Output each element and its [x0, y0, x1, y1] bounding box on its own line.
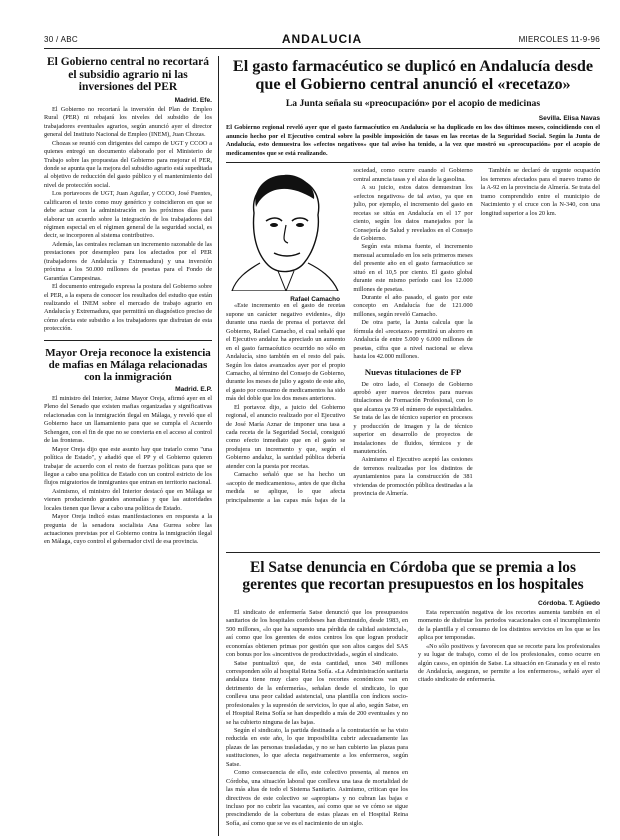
divider — [44, 340, 212, 341]
article-satse-byline: Córdoba. T. Agüedo — [537, 599, 600, 607]
article-oreja-paragraph: El ministro del Interior, Jaime Mayor Oreja, afirmó ayer en el Pleno del Senado que existen mafias organizadas y significativas relacionadas con la inmigración ilegal en Málaga, y reveló que el Gobierno hace un llamamiento para que se cumpla el Acuerdo Schengen, con el fin de que no se convierta en el acceso al control de las fronteras. — [44, 395, 212, 445]
article-oreja-byline: Madrid. E.P. — [175, 386, 212, 394]
article-per-paragraph: Chozas se reunió con dirigentes del campo de UGT y CCOO a quienes entregó un documento elaborado por el Ministerio de Trabajo sobre las propuestas del Gobierno para mejorar el PER, donde se apunta que la mejora del subsidio agrario está supeditada al objetivo de reducción del gasto público y el mantenimiento del nivel de protección social. — [44, 139, 212, 189]
article-per-paragraph: El documento entregado expresa la postura del Gobierno sobre el PER, a la espera de conocer los resultados del estudio que están realizando el INEM sobre el mercado de trabajo agrario en Andalucía y Extremadura, que permitirá un diagnóstico preciso de cómo afecta este subsidio a los trabajadores que disfrutan de esta protección. — [44, 283, 212, 333]
article-satse-paragraph: Como consecuencia de ello, este colectivo presenta, al menos en Córdoba, una situación laboral que conlleva una tasa de mortalidad de las más altas de todo el Sistema Sanitario. Asimismo, critican que los directivos de este colectivo se «apropian» y no cubran las bajas e incluso por no cubrir las vacantes, así como que se ve cómo se sigue prescindiendo de la cobertura de estas plazas en el Hospital Reina Sofía, así como que se ve es el nacimiento de un siglo. — [226, 769, 408, 827]
column-rule — [218, 56, 219, 836]
main-paragraph: «Este incremento en el gasto de recetas supone un carácter negativo evidente», dijo durante una rueda de prensa el portavoz del Gobierno, Rafael Camacho, el cual señaló que el Ejecutivo andaluz ha apreciado un aumento en el gasto farmacéutico ocurrido no sólo en Andalucía, sino también en el resto del país. Según los datos avanzados ayer por el propio Camacho, al término del Consejo de Gobierno, durante los meses de julio y agosto de este año, el gasto por consumo de medicamentos ha sido más del doble que los dos meses anteriores. — [226, 302, 346, 403]
article-satse-body — [226, 609, 600, 829]
main-paragraph: De otro lado, el Consejo de Gobierno aprobó ayer nuevos decretos para nuevas titulaciones de Formación Profesional, con lo que alcanza ya 59 el número de especialidades. Se trata de las de técnico superior en procesos y producción de imagen y la de técnico superior en desarrollo de proyectos de instalaciones de fluidos, térmicos y de manutención. — [353, 380, 473, 456]
article-satse-paragraph: «No sólo positivos y favorecen que se recorte para los profesionales y su lugar de trabajo, como el de los profesionales, como ocurre en algún caso», en opinión de Satse. La situación en Granada y en el resto de Andalucía, aseguran, se permite a los enfermeros», señaló ayer el citado sindicato de enfermería. — [418, 642, 600, 684]
article-oreja-paragraph: Asimismo, el ministro del Interior destacó que en Málaga se vienen produciendo grandes anomalías y que las autoridades locales tienen que llevar a cabo una política de Estado. — [44, 487, 212, 512]
main-paragraph: Camacho señaló que se ha hecho un «acopio de medicamentos», antes de que dicha medida se aplique, lo que afecta principalmente a las capas más bajas de la sociedad, como ocurre cuando el Gobierno central anuncia tasas y el alza de la gasolina. — [226, 167, 473, 504]
article-satse — [226, 560, 600, 836]
main-paragraph: Durante el año pasado, el gasto por este concepto en Andalucía fue de 121.000 millones, según reveló Camacho. — [353, 294, 473, 318]
photo-caption: Rafael Camacho — [290, 296, 340, 304]
section-title: ANDALUCIA — [281, 32, 363, 46]
main-lead: El Gobierno regional reveló ayer que el gasto farmacéutico en Andalucía se ha duplicado en los dos últimos meses, coincidiendo con el anuncio hecho por el Ejecutivo central sobre la posible imposición de tasas en las recetas de la Seguridad Social. Según la Junta de Andalucía, esto demuestra los «efectos negativos» que tal aviso ha tenido, a la vez que mostró su «preocupación» por el acopio de medicamentos que se está realizando. — [226, 124, 600, 157]
left-column — [44, 56, 212, 836]
article-satse-paragraph: El sindicato de enfermería Satse denunció que los presupuestos sanitarios de los hospitales cordobeses han disminuido, desde 1983, en 500 millones, «lo que ha supuesto una pérdida de calidad asistencial», así como que los gerentes de estos centros los que logran producir economías obtienen primas por gestión que son altos cargos del SAS con bonus por los «incentivos de productividad», según el sindicato. — [226, 608, 408, 659]
main-paragraph: También se declaró de urgente ocupación los terrenos afectados para el nuevo tramo de la A-92 en la provincia de Almería. Se trata del tramo comprendido entre el municipio de Nacimiento y el cruce con la N-340, con una longitud superior a los 20 km. — [480, 167, 600, 217]
main-paragraph: El portavoz dijo, a juicio del Gobierno regional, el anuncio realizado por el Ejecutivo de José María Aznar de imponer una tasa a cada receta de la Seguridad Social, consiguió como efecto inmediato que en el gasto se produjera un incremento y que, según el Gobierno andaluz, la sanidad pública debería atender con la puesta por recetas. — [226, 403, 346, 470]
portrait-sketch-icon — [226, 167, 344, 291]
article-per-paragraph: Además, las centrales reclaman un incremento razonable de las prestaciones por desempleo para los afectados por el PER (trabajadores de Andalucía y Extremadura) y una inversión próxima a los 50.000 millones de pesetas para el Fondo de Garantías Campesinas. — [44, 240, 212, 282]
main-body — [226, 167, 600, 509]
main-paragraph: Según esta misma fuente, el incremento mensual acumulado en los seis primeros meses del presente año en el gasto farmacéutico se situó en el 10,5 por ciento. El gasto global durante este mismo período casi los 12.000 millones de pesetas. — [353, 243, 473, 293]
main-byline: Sevilla. Elisa Navas — [538, 115, 600, 123]
divider — [226, 162, 600, 163]
main-paragraph: A su juicio, estos datos demuestran los «efectos negativos» de tal aviso, ya que en julio, por ejemplo, el incremento del gasto en recetas se sitúa en Andalucía en el 17 por ciento, según los datos manejados por la Consejería de Salud y revelados en el Consejo de Gobierno. — [353, 184, 473, 242]
page-header — [44, 32, 600, 49]
main-title: El gasto farmacéutico se duplicó en Andalucía desde que el Gobierno central anunció el «recetazo» — [232, 57, 594, 93]
page-number: 30 / ABC — [44, 35, 78, 44]
article-oreja-title: Mayor Oreja reconoce la existencia de mafias en Málaga relacionadas con la inmigración — [45, 346, 211, 383]
article-oreja — [44, 347, 212, 547]
main-paragraph: De otra parte, la Junta calcula que la fórmula del «recetazo» permitirá un ahorro en Andalucía de entre 5.000 y 6.000 millones de pesetas, cifra que a nivel nacional se eleva hasta los 42.000 millones. — [353, 319, 473, 361]
article-per — [44, 56, 212, 334]
main-subtitle: La Junta señala su «preocupación» por el acopio de medicinas — [285, 97, 541, 109]
main-paragraph: Asimismo el Ejecutivo aceptó las cesiones de terrenos realizadas por los distintos de ayuntamientos para la construcción de 381 viviendas de promoción pública destinadas a la provincia de Almería. — [353, 456, 473, 498]
article-satse-paragraph: Esta repercusión negativa de los recortes aumenta también en el momento de disfrutar los periodos vacacionales con el incumplimiento de la plantilla y el consumo de los distintos servicios en los que se les aplica por temporadas. — [418, 608, 600, 642]
article-per-title: El Gobierno central no recortará el subsidio agrario ni las inversiones del PER — [46, 56, 210, 94]
main-article — [226, 56, 600, 546]
article-per-paragraph: El Gobierno no recortará la inversión del Plan de Empleo Rural (PER) ni rebajará los niveles del subsidio de los trabajadores eventuales agrarios, según anunció ayer el director general del Instituto Nacional de Empleo (INEM), Juan Chozas. — [44, 105, 212, 139]
article-oreja-paragraph: Mayor Oreja dijo que este asunto hay que tratarlo como "una política de Estado", y añadió que el PP y el Gobierno quieren trabajar de acuerdo con el resto de fuerzas políticas para que se llegue a cabo una política de Estado con un control estricto de los flujos migratorios de inmigrantes que entran en territorio nacional. — [44, 445, 212, 487]
article-oreja-paragraph: Mayor Oreja indicó estas manifestaciones en respuesta a la pregunta de la senadora socialista Ana Gurrea sobre las actuaciones previstas por el Gobierno contra la inmigración ilegal en Málaga, cuyo control el gobernador civil de esa provincia. — [44, 513, 212, 546]
article-satse-paragraph: Según el sindicato, la partida destinada a la contratación se ha visto reducida en este año, lo que imposibilita cubrir adecuadamente las plazas de las personas trasladadas, y no se han cubierto las plazas para sustituciones, lo que afecta negativamente a los enfermeros, según Satse. — [226, 727, 408, 768]
main-subhead: Nuevas titulaciones de FP — [364, 366, 462, 377]
portrait-illustration — [226, 167, 344, 304]
page-date: MIERCOLES 11-9-96 — [518, 35, 600, 44]
article-satse-title: El Satse denuncia en Córdoba que se premia a los gerentes que recortan presupuestos en los hospitales — [242, 560, 584, 593]
article-per-byline: Madrid. Efe. — [174, 96, 212, 104]
section-rule — [226, 552, 600, 553]
article-satse-paragraph: Satse puntualizó que, de esta cantidad, unos 340 millones corresponden sólo al hospital Reina Sofía. «La Administración sanitaria andaluza tiene muy claro que los recortes económicos van en detrimento de la enfermería», señalan desde el sindicato, lo que conlleva una peor calidad asistencial, una plantilla con índices socio-profesionales y la supresión de servicios, lo que al año, según Satse, en el Hospital Reina Sofía se han despedido a más de 200 eventuales y no se ha cubierto ninguna de las bajas. — [226, 659, 408, 726]
article-per-paragraph: Los portavoces de UGT, Juan Aguilar, y CCOO, José Fuentes, calificaron el texto como muy genérico y coincidieron en que se debe actuar con la administración en los próximos días para elaborar un acuerdo sobre la integración de los trabajadores del régimen especial en el régimen general de la seguridad social, es decir, se incorporen al sistema contributivo. — [44, 190, 212, 240]
